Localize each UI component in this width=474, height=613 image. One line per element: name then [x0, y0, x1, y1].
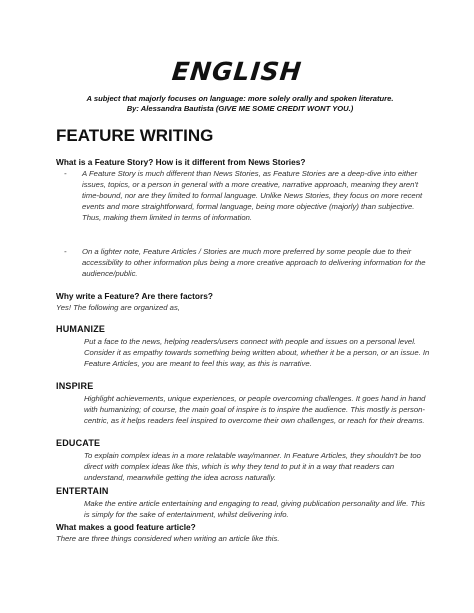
bullet-dash: - — [64, 247, 67, 256]
paragraph-educate: To explain complex ideas in a more relatable way/manner. In Feature Articles, they shouldn't be too direct with complex ideas like this, which is why they tend to put it in a way that readers can understand, meanwhile getting the idea across naturally. — [84, 451, 421, 483]
paragraph-inspire: Highlight achievements, unique experiences, or people overcoming challenges. It goes hand in hand with humanizing; of course, the main goal of inspire is to inspire the audience. This mostly is person-centric, as it helps readers feel inspired to overcome their own challenges, or reach for their dreams. — [84, 394, 426, 426]
section-heading: FEATURE WRITING — [56, 126, 214, 145]
bullet-text: On a lighter note, Feature Articles / Stories are much more preferred by some people due to their accessibility to other information plus being a more creative approach to delivering information for the audience/public. — [82, 247, 426, 279]
answer-good-feature: There are three things considered when writing an article like this. — [56, 534, 280, 543]
subtitle-line-2: By: Alessandra Bautista (GIVE ME SOME CREDIT WONT YOU.) — [126, 103, 354, 113]
heading-entertain: ENTERTAIN — [56, 486, 109, 496]
heading-humanize: HUMANIZE — [56, 324, 106, 334]
subtitle — [40, 94, 440, 113]
question-why-feature: Why write a Feature? Are there factors? — [56, 291, 213, 301]
paragraph-entertain: Make the entire article entertaining and engaging to read, giving publication personality and life. This is simply for the sake of entertainment, whilst delivering info. — [84, 499, 426, 520]
document-title: ENGLISH — [170, 57, 304, 86]
paragraph-humanize: Put a face to the news, helping readers/users connect with people and issues on a personal level. Consider it as empathy towards something being written about, whether it be a person, or an issue. In Feature Articles, you are meant to feel this way, as this is narrative. — [84, 337, 430, 369]
question-good-feature: What makes a good feature article? — [56, 522, 196, 532]
heading-inspire: INSPIRE — [56, 381, 94, 391]
bullet-dash: - — [64, 169, 67, 178]
question-feature-story: What is a Feature Story? How is it different from News Stories? — [56, 157, 306, 167]
answer-why-feature: Yes! The following are organized as, — [56, 303, 180, 312]
bullet-text: A Feature Story is much different than News Stories, as Feature Stories are a deep-dive into either issues, topics, or a person in general with a more creative, narrative approach, meaning they aren't time-bound, nor are they limited to formal language. Unlike News Stories, they focus on more recent events and more straightforward, formal language, being more objective (majorly) than subjective. Thus, making them limited in terms of information. — [82, 169, 423, 223]
heading-educate: EDUCATE — [56, 438, 101, 448]
subtitle-line-1: A subject that majorly focuses on language: more solely orally and spoken literature. — [86, 94, 394, 103]
